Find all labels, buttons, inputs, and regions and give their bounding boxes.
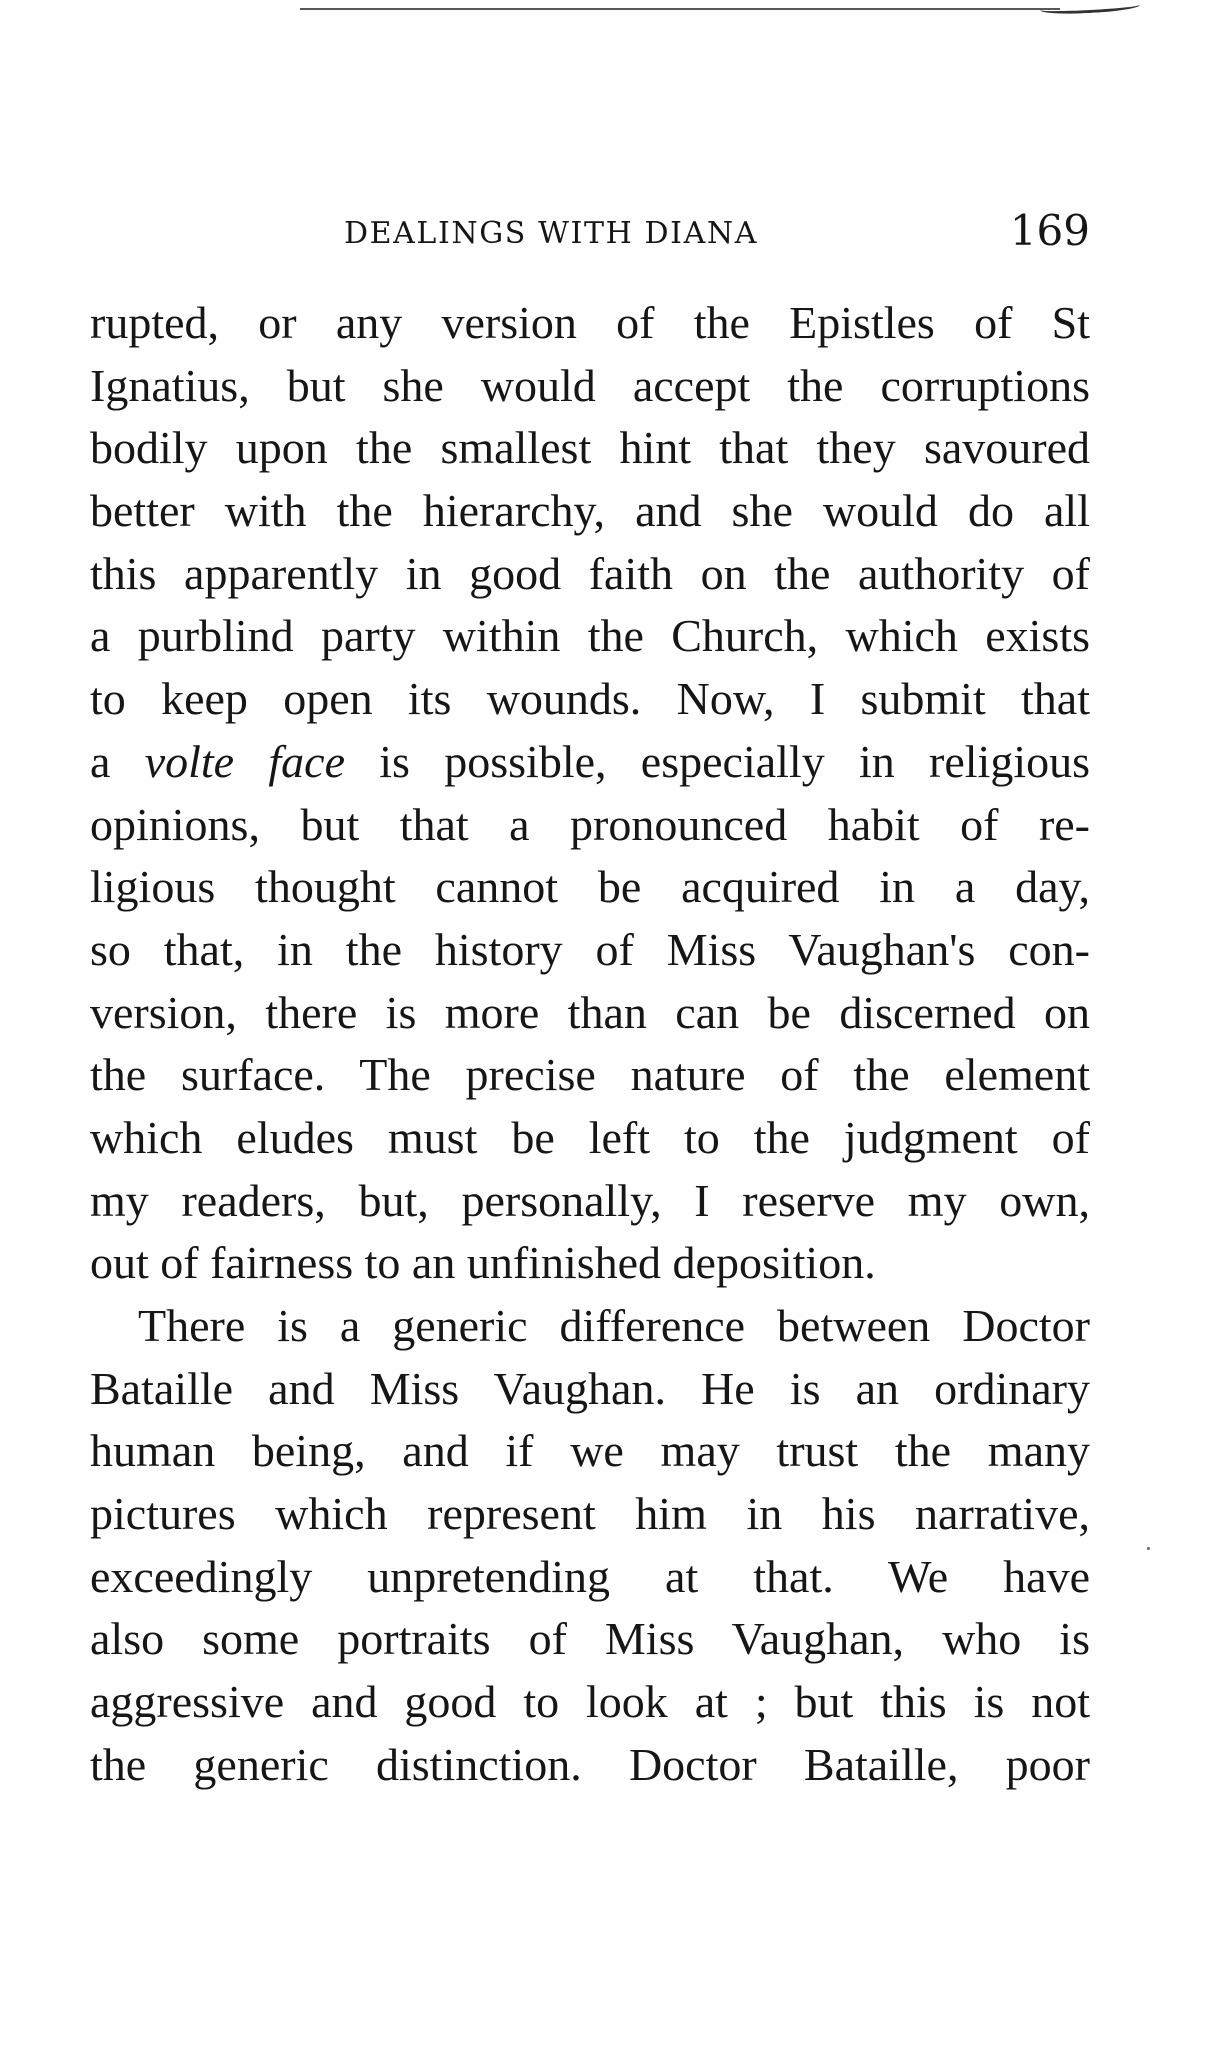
text-segment: is possible, especially in religious [345, 735, 1091, 787]
text-line: exceedingly unpretending at that. We have [90, 1550, 1090, 1602]
text-segment: a [90, 735, 145, 787]
italic-phrase: volte face [144, 735, 345, 787]
margin-ink-fleck [1147, 1547, 1150, 1550]
running-title: DEALINGS WITH DIANA [344, 216, 758, 251]
text-line: this apparently in good faith on the authority of [90, 547, 1090, 599]
paragraph-2 [90, 1295, 1090, 1797]
text-line: bodily upon the smallest hint that they savoured [90, 422, 1090, 474]
text-line: also some portraits of Miss Vaughan, who is [90, 1613, 1090, 1665]
page-number: 169 [1009, 206, 1090, 255]
text-line-with-italic [90, 731, 1090, 794]
text-line: my readers, but, personally, I reserve my own, [90, 1174, 1090, 1226]
text-line-indented: There is a generic difference between Doctor [138, 1300, 1090, 1351]
text-line: version, there is more than can be discerned on [90, 986, 1090, 1038]
text-line: aggressive and good to look at ; but this is not [90, 1676, 1090, 1728]
top-printed-rule [300, 8, 1060, 10]
text-line: so that, in the history of Miss Vaughan's con- [90, 923, 1090, 975]
text-line: pictures which represent him in his narrative, [90, 1488, 1090, 1540]
text-line: which eludes must be left to the judgment of [90, 1111, 1090, 1163]
text-line: the surface. The precise nature of the element [90, 1049, 1090, 1101]
text-line: the generic distinction. Doctor Bataille, poor [90, 1738, 1090, 1790]
text-line: ligious thought cannot be acquired in a day, [90, 861, 1090, 913]
text-line: human being, and if we may trust the many [90, 1425, 1090, 1477]
body-text [90, 292, 1090, 1797]
text-line: opinions, but that a pronounced habit of re- [90, 798, 1090, 850]
text-line: rupted, or any version of the Epistles of St [90, 297, 1090, 348]
paragraph-1 [90, 292, 1090, 1295]
text-line: Ignatius, but she would accept the corruptions [90, 359, 1090, 411]
text-line: to keep open its wounds. Now, I submit that [90, 673, 1090, 725]
top-printed-rule-flourish [1040, 0, 1140, 16]
running-head [90, 206, 1100, 256]
text-line: better with the hierarchy, and she would do all [90, 485, 1090, 537]
text-line: Bataille and Miss Vaughan. He is an ordinary [90, 1362, 1090, 1414]
text-line-last: out of fairness to an unfinished deposition. [90, 1237, 876, 1289]
text-line: a purblind party within the Church, which exists [90, 610, 1090, 662]
